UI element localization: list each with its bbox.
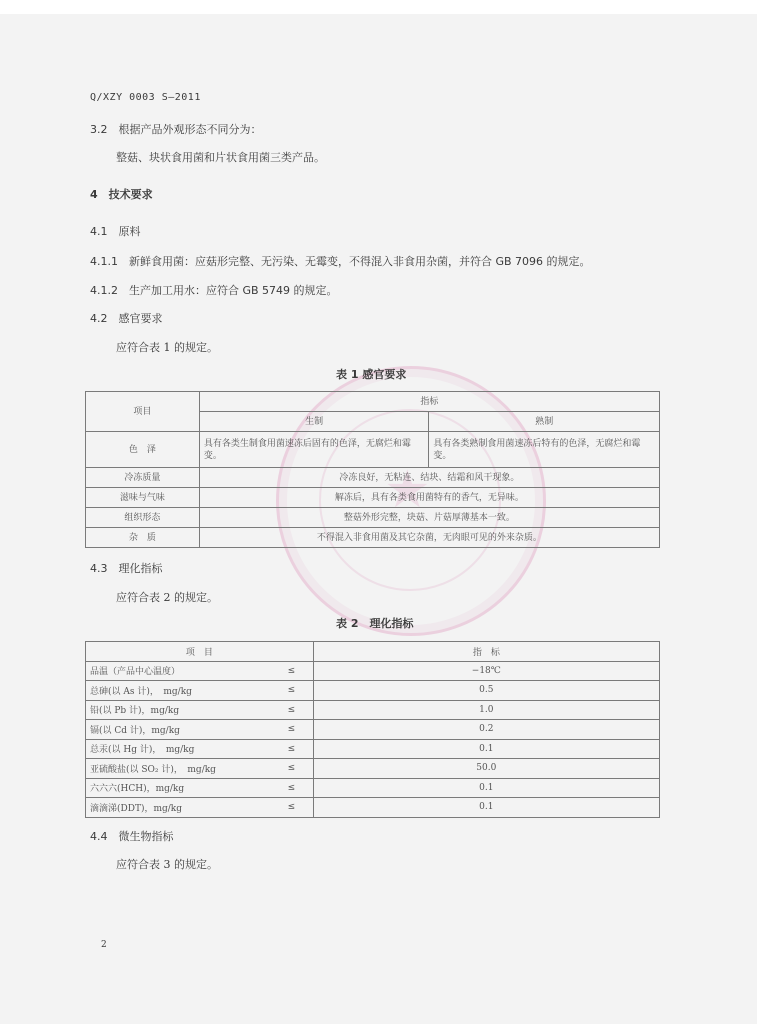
- table-row-cooked-value: 具有各类熟制食用菌速冻后特有的色泽，无腐烂和霉变。: [429, 432, 660, 468]
- section-4-2-title: 4.2 感官要求: [90, 312, 163, 325]
- section-4-3-title: 4.3 理化指标: [90, 562, 163, 575]
- table-row-operator: ≤: [270, 798, 313, 818]
- standard-code: Q/XZY 0003 S—2011: [90, 92, 201, 103]
- sensory-requirements-table: [85, 391, 660, 548]
- seal-star-icon: ★: [384, 460, 431, 520]
- table-row-operator: ≤: [270, 661, 313, 681]
- table-row-operator: ≤: [270, 720, 313, 740]
- table-2-header-index: 指 标: [313, 642, 659, 662]
- table-row-value: 不得混入非食用菌及其它杂菌，无肉眼可见的外来杂质。: [199, 528, 659, 548]
- table-row-item: 杂 质: [86, 528, 200, 548]
- section-4-title: 4 技术要求: [90, 188, 153, 201]
- scan-edge: [0, 0, 757, 14]
- table-row-value: 50.0: [313, 759, 659, 779]
- table-row-item: 冷冻质量: [86, 468, 200, 488]
- table-row-value: 0.2: [313, 720, 659, 740]
- section-4-4-body: 应符合表 3 的规定。: [116, 858, 218, 871]
- table-row-item: 镉(以 Cd 计)，mg/kg: [86, 720, 271, 740]
- table-row-operator: ≤: [270, 700, 313, 720]
- table-1-header-cooked: 熟制: [429, 412, 660, 432]
- table-row-operator: ≤: [270, 681, 313, 701]
- section-4-2-body: 应符合表 1 的规定。: [116, 341, 218, 354]
- table-row-operator: ≤: [270, 759, 313, 779]
- table-row-item: 六六六(HCH)，mg/kg: [86, 778, 271, 798]
- table-row-item: 总砷(以 As 计)， mg/kg: [86, 681, 271, 701]
- table-1-header-item: 项目: [86, 392, 200, 432]
- table-row-value: 0.1: [313, 778, 659, 798]
- section-4-1-1: 4.1.1 新鲜食用菌：应菇形完整、无污染、无霉变，不得混入非食用杂菌，并符合 GB 7096 的规定。: [90, 255, 591, 268]
- table-row-value: 0.5: [313, 681, 659, 701]
- table-1-header-index: 指标: [199, 392, 659, 412]
- table-row-value: 0.1: [313, 739, 659, 759]
- table-1-header-raw: 生制: [199, 412, 429, 432]
- section-3-2-title: 3.2 根据产品外观形态不同分为：: [90, 123, 262, 136]
- table-row-item: 总汞(以 Hg 计)， mg/kg: [86, 739, 271, 759]
- section-4-4-title: 4.4 微生物指标: [90, 830, 174, 843]
- table-row-value: 整菇外形完整，块菇、片菇厚薄基本一致。: [199, 508, 659, 528]
- table-row-value: 冷冻良好，无粘连、结块、结霜和风干现象。: [199, 468, 659, 488]
- section-3-2-body: 整菇、块状食用菌和片状食用菌三类产品。: [116, 151, 325, 164]
- table-row-raw-value: 具有各类生制食用菌速冻后固有的色泽，无腐烂和霉变。: [199, 432, 429, 468]
- table-row-value: −18℃: [313, 661, 659, 681]
- section-4-1-title: 4.1 原料: [90, 225, 141, 238]
- table-row-item: 色 泽: [86, 432, 200, 468]
- table-1-caption: 表 1 感官要求: [336, 368, 407, 381]
- table-row-operator: ≤: [270, 778, 313, 798]
- section-4-3-body: 应符合表 2 的规定。: [116, 591, 218, 604]
- physicochemical-indicators-table: [85, 641, 660, 818]
- table-row-value: 1.0: [313, 700, 659, 720]
- table-row-item: 组织形态: [86, 508, 200, 528]
- table-row-item: 滴滴涕(DDT)，mg/kg: [86, 798, 271, 818]
- table-row-operator: ≤: [270, 739, 313, 759]
- table-row-item: 品温（产品中心温度）: [86, 661, 271, 681]
- table-row-item: 铅(以 Pb 计)，mg/kg: [86, 700, 271, 720]
- section-4-1-2: 4.1.2 生产加工用水：应符合 GB 5749 的规定。: [90, 284, 338, 297]
- table-row-item: 亚硫酸盐(以 SO₂ 计)， mg/kg: [86, 759, 271, 779]
- table-row-value: 0.1: [313, 798, 659, 818]
- table-row-item: 滋味与气味: [86, 488, 200, 508]
- table-2-caption: 表 2 理化指标: [336, 617, 414, 630]
- table-row-value: 解冻后，具有各类食用菌特有的香气，无异味。: [199, 488, 659, 508]
- table-2-header-item: 项 目: [86, 642, 314, 662]
- page-number: 2: [101, 940, 107, 950]
